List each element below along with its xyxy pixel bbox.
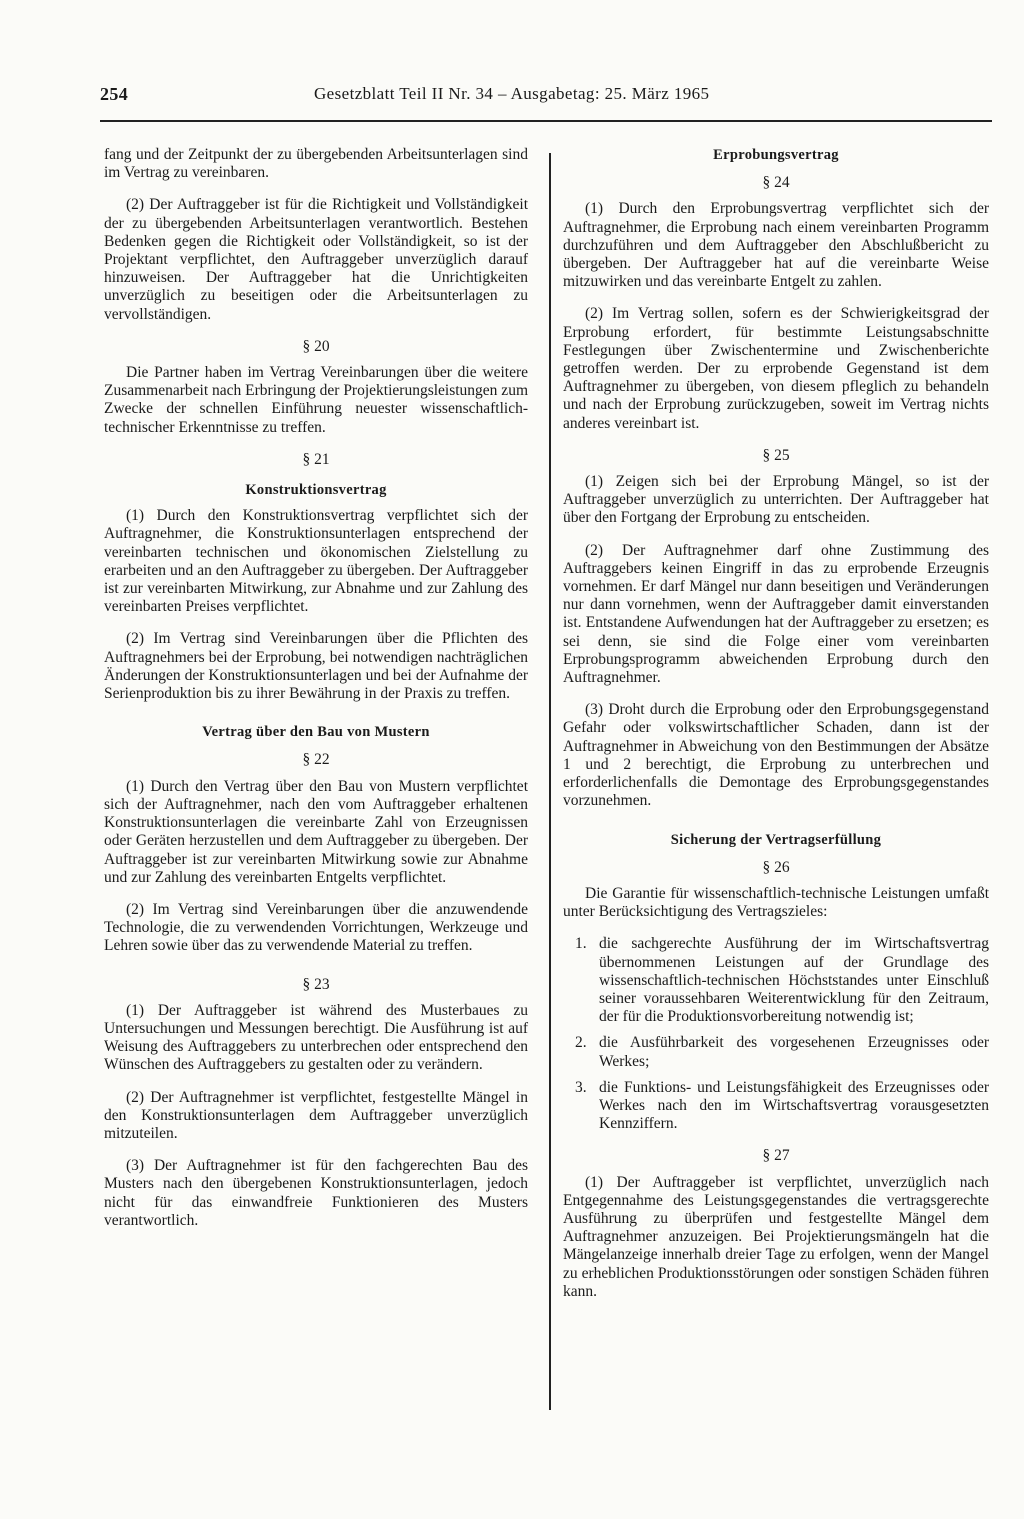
section-heading: Sicherung der Vertragserfüllung: [670, 831, 882, 848]
paragraph: (1) Durch den Erprobungsvertrag verpflichtet sich der Auftragnehmer, die Erprobung nach einem vereinbarten Programm durchzuführen und dem Auftraggeber den Abschlußbericht zu übergeben. Der Auftraggeber hat auf die vereinbarte Weise mitzuwirken und das vereinbarte Entgelt zu zahlen.: [563, 200, 989, 291]
paragraph: (2) Im Vertrag sind Vereinbarungen über die anzuwendende Technologie, die zu verwendenden Vorrichtungen, Werkzeuge und Lehren sowie über das zu verwendende Material zu treffen.: [104, 900, 528, 955]
paragraph: Die Partner haben im Vertrag Vereinbarungen über die weitere Zusammenarbeit nach Erbringung der Projektierungsleistungen zum Zwecke der schnellen Einführung neuester wissenschaftlich-technischer Erkenntnisse zu treffen.: [104, 364, 528, 436]
left-column: [104, 146, 528, 1244]
list-number: 1.: [575, 935, 587, 953]
paragraph: Die Garantie für wissenschaftlich-technische Leistungen umfaßt unter Berücksichtigung des Vertragszieles:: [563, 884, 989, 921]
paragraph: (1) Durch den Konstruktionsvertrag verpflichtet sich der Auftragnehmer, die Konstruktionsunterlagen entsprechend der vereinbarten technischen und ökonomischen Zielstellung zu erarbeiten und an den Auftraggeber zu übergeben. Der Auftraggeber ist zur vereinbarten Mitwirkung, zur Abnahme und zur Zahlung des vereinbarten Preises verpflichtet.: [104, 507, 528, 616]
paragraph: (2) Der Auftragnehmer ist verpflichtet, festgestellte Mängel in den Konstruktionsunterlagen dem Auftraggeber unverzüglich mitzuteilen.: [104, 1088, 528, 1142]
paragraph: (1) Der Auftraggeber ist verpflichtet, unverzüglich nach Entgegennahme des Leistungsgegenstandes die vertragsgerechte Ausführung zu überprüfen und festgestellte Mängel dem Auftragnehmer anzuzeigen. Bei Projektierungsmängeln hat die Mängelanzeige innerhalb dreier Tage zu erfolgen, wenn der Mangel zu erheblichen Produktionsstörungen oder sonstigen Schäden führen kann.: [563, 1173, 989, 1300]
paragraph: (1) Zeigen sich bei der Erprobung Mängel, so ist der Auftraggeber unverzüglich zu unterrichten. Der Auftraggeber hat über den Fortgang der Erprobung zu entscheiden.: [563, 473, 989, 527]
list-item: [563, 935, 989, 1026]
section-number: § 26: [762, 858, 790, 876]
list-text: die Ausführbarkeit des vorgesehenen Erzeugnisses oder Werkes;: [599, 1034, 989, 1070]
section-heading: Konstruktionsvertrag: [245, 482, 387, 499]
paragraph: (2) Der Auftragnehmer darf ohne Zustimmung des Auftraggebers keinen Eingriff in das zu erprobende Erzeugnis vornehmen. Er darf Mängel nur dann beseitigen und Veränderungen nur dann vornehmen, wenn der Auftraggeber damit einverstanden ist. Entstandene Aufwendungen hat der Auftraggeber zu ersetzen; es sei denn, sie sind die Folge einer vom vereinbarten Erprobungsprogramm abweichenden Erprobung durch den Auftragnehmer.: [563, 541, 989, 687]
paragraph: fang und der Zeitpunkt der zu übergebenden Arbeitsunterlagen sind im Vertrag zu vereinbaren.: [104, 146, 528, 182]
section-number: § 23: [302, 975, 330, 993]
paragraph: (2) Der Auftraggeber ist für die Richtigkeit und Vollständigkeit der zu übergebenden Arbeitsunterlagen verantwortlich. Bestehen Bedenken gegen die Richtigkeit oder Vollständigkeit, so ist der Projektant verpflichtet, den Auftraggeber unverzüglich darauf hinzuweisen. Der Auftraggeber hat die Unrichtigkeiten unverzüglich zu beseitigen oder die Arbeitsunterlagen zu vervollständigen.: [104, 196, 528, 323]
section-heading: Vertrag über den Bau von Mustern: [202, 724, 430, 741]
paragraph: (1) Der Auftraggeber ist während des Musterbaues zu Untersuchungen und Messungen berechtigt. Die Ausführung ist auf Weisung des Auftraggebers zu unterbrechen oder entsprechend den Wünschen des Auftraggebers zu gestalten oder zu verändern.: [104, 1001, 528, 1074]
list-text: die sachgerechte Ausführung der im Wirtschaftsvertrag übernommenen Leistungen auf der Grundlage des wissenschaftlich-technischen Höchststandes unter Einschluß seiner voraussehbaren Weiterentwicklung für den Zeitraum, der für die Produktionsvorbereitung notwendig ist;: [599, 935, 989, 1026]
section-number: § 25: [762, 446, 790, 464]
list-number: 2.: [575, 1034, 587, 1052]
list-number: 3.: [575, 1078, 587, 1096]
list-item: [563, 1034, 989, 1070]
section-number: § 27: [762, 1147, 790, 1165]
paragraph: (3) Der Auftragnehmer ist für den fachgerechten Bau des Musters nach den übergebenen Konstruktionsunterlagen, jedoch nicht für das einwandfreie Funktionieren des Musters verantwortlich.: [104, 1157, 528, 1229]
page-number: 254: [100, 84, 129, 104]
section-number: § 24: [762, 174, 790, 192]
section-number: § 20: [302, 337, 330, 355]
section-number: § 21: [302, 450, 330, 468]
list-text: die Funktions- und Leistungsfähigkeit des Erzeugnisses oder Werkes nach den im Wirtschaftsvertrag vorausgesetzten Kennziffern.: [599, 1078, 989, 1133]
running-title: Gesetzblatt Teil II Nr. 34 – Ausgabetag: 25. März 1965: [314, 84, 710, 103]
paragraph: (1) Durch den Vertrag über den Bau von Mustern verpflichtet sich der Auftragnehmer, nach den vom Auftraggeber erhaltenen Konstruktionsunterlagen die vereinbarte Zahl von Erzeugnissen oder Geräten herzustellen und dem Auftraggeber zu übergeben. Der Auftraggeber ist zur vereinbarten Mitwirkung sowie zur Abnahme und zur Zahlung des vereinbarten Entgelts verpflichtet.: [104, 777, 528, 886]
column-divider: [549, 153, 551, 1410]
section-number: § 22: [302, 751, 330, 769]
paragraph: (2) Im Vertrag sind Vereinbarungen über die Pflichten des Auftragnehmers bei der Erprobung, bei notwendigen nachträglichen Änderungen der Konstruktionsunterlagen und bei der Aufnahme der Serienproduktion bis zu ihrer Bewährung in der Praxis zu treffen.: [104, 630, 528, 703]
list-item: [563, 1079, 989, 1134]
right-column: [563, 146, 989, 1315]
page-header: [100, 84, 992, 114]
section-heading: Erprobungsvertrag: [713, 147, 839, 163]
paragraph: (2) Im Vertrag sollen, sofern es der Schwierigkeitsgrad der Erprobung erfordert, für bestimmte Leistungsabschnitte Festlegungen über Zwischentermine und Zwischenberichte getroffen werden. Der zu erprobende Gegenstand ist dem Auftragnehmer zu übergeben, von diesem pfleglich zu behandeln und nach der Erprobung zurückzugeben, soweit im Vertrag nichts anderes vereinbart ist.: [563, 305, 989, 432]
guarantee-list: [563, 935, 989, 1133]
paragraph: (3) Droht durch die Erprobung oder den Erprobungsgegenstand Gefahr oder volkswirtschaftlicher Schaden, dann ist der Auftragnehmer in Abweichung von den Bestimmungen der Absätze 1 und 2 berechtigt, die Erprobung zu unterbrechen und erforderlichenfalls die Demontage des Erprobungsgegenstandes vorzunehmen.: [563, 701, 989, 810]
header-rule: [100, 120, 992, 122]
